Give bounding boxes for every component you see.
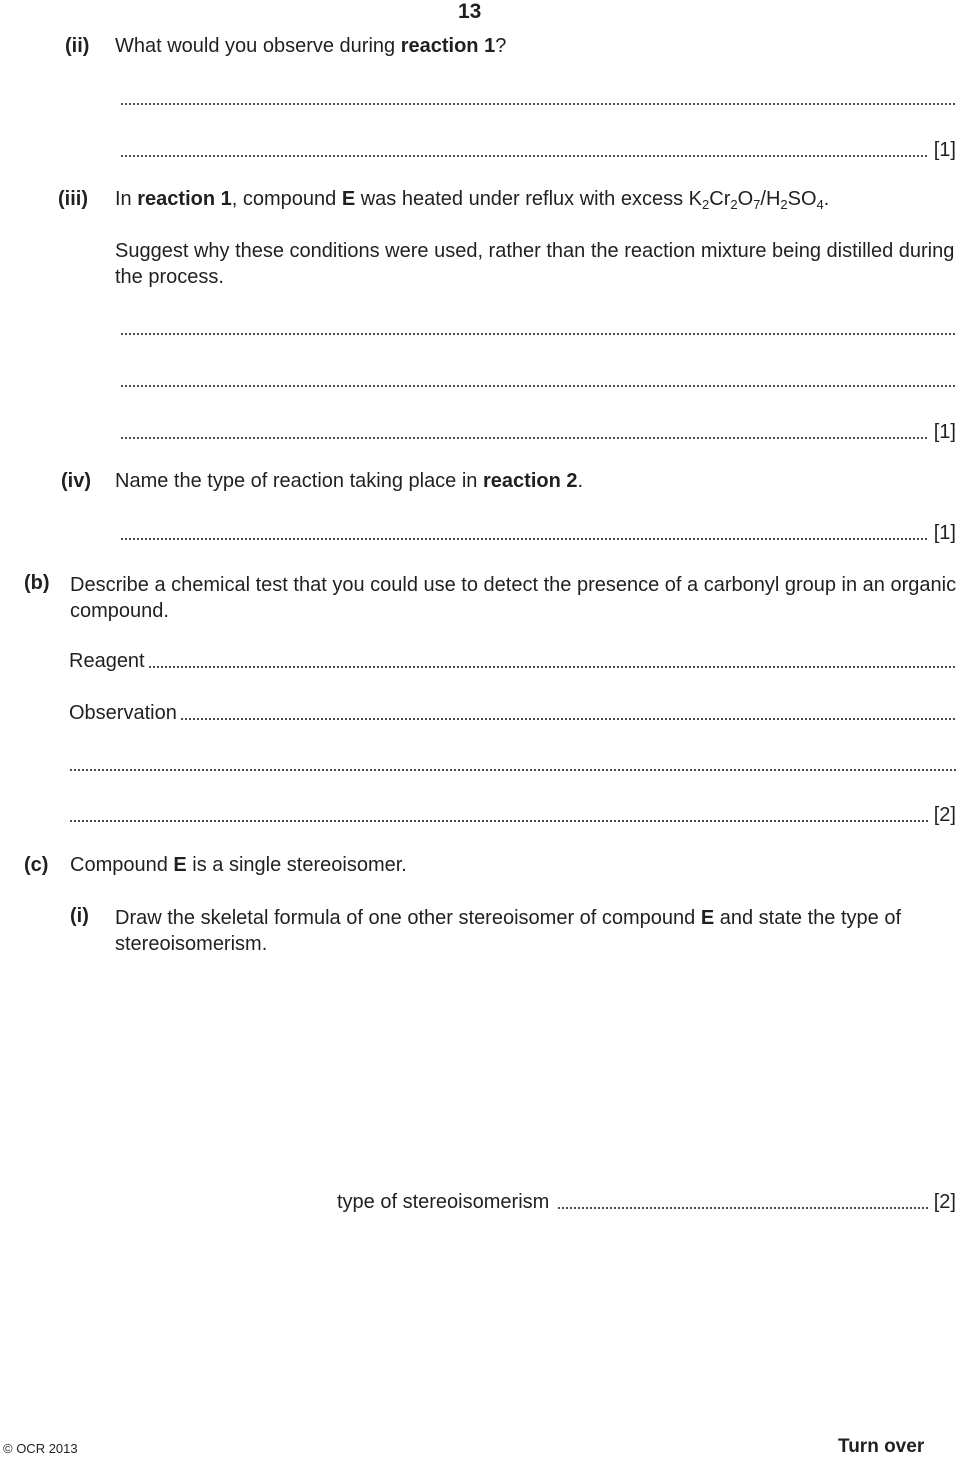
question-iii-suggest: Suggest why these conditions were used, rather than the reaction mixture being distilled during the process. <box>115 240 955 288</box>
question-c-i-text: Draw the skeletal formula of one other stereoisomer of compound E and state the type of stereoisomerism. <box>115 907 901 955</box>
answer-line[interactable] <box>120 138 956 162</box>
stereoisomerism-label: type of stereoisomerism <box>337 1191 550 1213</box>
mark-allocation: [2] <box>933 1191 956 1213</box>
answer-line[interactable] <box>69 803 956 827</box>
copyright-notice: © OCR 2013 <box>3 1441 78 1456</box>
answer-line[interactable] <box>69 752 956 776</box>
mark-allocation: [1] <box>933 522 956 544</box>
turn-over-label: Turn over <box>838 1436 925 1457</box>
reagent-answer-line[interactable] <box>69 649 956 673</box>
question-c-text: Compound E is a single stereoisomer. <box>70 854 407 876</box>
mark-allocation: [1] <box>933 139 956 161</box>
observation-label: Observation <box>69 702 177 724</box>
question-number-c: (c) <box>24 854 49 876</box>
observation-answer-line[interactable] <box>69 701 956 725</box>
answer-line[interactable] <box>120 368 956 392</box>
answer-line[interactable] <box>120 86 956 110</box>
question-iv-text: Name the type of reaction taking place in reaction 2. <box>115 470 584 492</box>
question-number-ii: (ii) <box>65 35 90 57</box>
mark-allocation: [1] <box>933 421 956 443</box>
mark-allocation: [2] <box>933 804 956 826</box>
question-b-text: Describe a chemical test that you could use to detect the presence of a carbonyl group in an organic compound. <box>70 574 957 622</box>
question-iii-line1: In reaction 1, compound E was heated under reflux with excess $K_2Cr_2O_7/H_2SO_4$. <box>115 188 830 212</box>
page-number: 13 <box>458 0 482 23</box>
question-number-iv: (iv) <box>61 470 91 492</box>
question-number-iii: (iii) <box>58 188 88 210</box>
answer-line[interactable] <box>120 521 956 545</box>
question-ii-text: What would you observe during reaction 1? <box>115 35 507 57</box>
answer-line[interactable] <box>120 316 956 340</box>
stereoisomerism-answer-line[interactable] <box>337 1190 956 1214</box>
answer-line[interactable] <box>120 420 956 444</box>
drawing-area[interactable] <box>115 965 955 1175</box>
reagent-label: Reagent <box>69 650 145 672</box>
question-number-c-i: (i) <box>70 905 89 927</box>
question-number-b: (b) <box>24 572 50 594</box>
